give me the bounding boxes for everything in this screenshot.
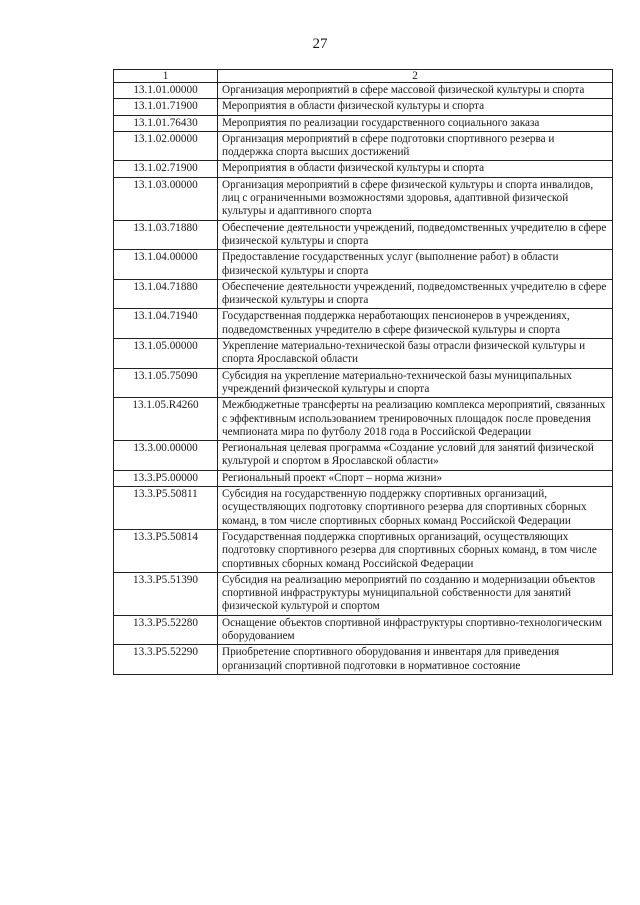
name-cell: Межбюджетные трансферты на реализацию комплекса мероприятий, связанных с эффективным использованием тренировочных площадок после проведения чемпионата мира по футболу 2018 года в Российской Федерации (218, 398, 613, 441)
code-cell: 13.3.P5.50811 (114, 487, 218, 530)
table-row (114, 220, 613, 250)
code-cell: 13.3.00.00000 (114, 441, 218, 471)
table-row (114, 83, 613, 99)
table-row (114, 572, 613, 615)
code-cell: 13.3.P5.50814 (114, 529, 218, 572)
table-row (114, 161, 613, 177)
name-cell: Мероприятия по реализации государственного социального заказа (218, 115, 613, 131)
name-cell: Организация мероприятий в сфере подготовки спортивного резерва и поддержка спорта высших достижений (218, 131, 613, 161)
table-row (114, 645, 613, 675)
name-cell: Региональный проект «Спорт – норма жизни» (218, 470, 613, 486)
table-row (114, 398, 613, 441)
name-cell: Приобретение спортивного оборудования и инвентаря для приведения организаций спортивной подготовки в нормативное состояние (218, 645, 613, 675)
code-cell: 13.1.04.00000 (114, 250, 218, 280)
column-header-2: 2 (218, 70, 613, 83)
name-cell: Субсидия на укрепление материально-технической базы муниципальных учреждений физической культуры и спорта (218, 368, 613, 398)
name-cell: Государственная поддержка неработающих пенсионеров в учреждениях, подведомственных учредителю в сфере физической культуры и спорта (218, 309, 613, 339)
name-cell: Обеспечение деятельности учреждений, подведомственных учредителю в сфере физической культуры и спорта (218, 220, 613, 250)
name-cell: Укрепление материально-технической базы отрасли физической культуры и спорта Ярославской области (218, 339, 613, 369)
code-cell: 13.1.05.R4260 (114, 398, 218, 441)
code-cell: 13.1.03.00000 (114, 177, 218, 220)
name-cell: Региональная целевая программа «Создание условий для занятий физической культурой и спортом в Ярославской области» (218, 441, 613, 471)
table-body (114, 83, 613, 675)
code-cell: 13.1.02.00000 (114, 131, 218, 161)
table-row (114, 250, 613, 280)
table-row (114, 441, 613, 471)
column-header-1: 1 (114, 70, 218, 83)
code-cell: 13.1.05.00000 (114, 339, 218, 369)
table-row (114, 470, 613, 486)
table-row (114, 529, 613, 572)
name-cell: Оснащение объектов спортивной инфраструктуры спортивно-технологическим оборудованием (218, 615, 613, 645)
code-cell: 13.1.01.76430 (114, 115, 218, 131)
code-cell: 13.1.01.00000 (114, 83, 218, 99)
name-cell: Организация мероприятий в сфере физической культуры и спорта инвалидов, лиц с ограниченными возможностями здоровья, адаптивной физической культуры и адаптивного спорта (218, 177, 613, 220)
name-cell: Субсидия на реализацию мероприятий по созданию и модернизации объектов спортивной инфраструктуры муниципальной собственности для занятий физической культурой и спортом (218, 572, 613, 615)
name-cell: Обеспечение деятельности учреждений, подведомственных учредителю в сфере физической культуры и спорта (218, 279, 613, 309)
code-cell: 13.1.02.71900 (114, 161, 218, 177)
name-cell: Государственная поддержка спортивных организаций, осуществляющих подготовку спортивного резерва для спортивных сборных команд, в том числе спортивных сборных команд Российской Федерации (218, 529, 613, 572)
name-cell: Мероприятия в области физической культуры и спорта (218, 161, 613, 177)
table-row (114, 309, 613, 339)
code-cell: 13.1.04.71940 (114, 309, 218, 339)
table-row (114, 115, 613, 131)
table-row (114, 615, 613, 645)
code-cell: 13.3.P5.52290 (114, 645, 218, 675)
table-row (114, 177, 613, 220)
name-cell: Мероприятия в области физической культуры и спорта (218, 99, 613, 115)
code-cell: 13.3.P5.51390 (114, 572, 218, 615)
table-row (114, 279, 613, 309)
page-number: 27 (312, 36, 328, 52)
table-row (114, 99, 613, 115)
name-cell: Субсидия на государственную поддержку спортивных организаций, осуществляющих подготовку спортивного резерва для спортивных сборных команд, в том числе спортивных сборных команд Российской Федерации (218, 487, 613, 530)
budget-codes-table (113, 69, 613, 675)
code-cell: 13.1.05.75090 (114, 368, 218, 398)
code-cell: 13.1.04.71880 (114, 279, 218, 309)
name-cell: Предоставление государственных услуг (выполнение работ) в области физической культуры и спорта (218, 250, 613, 280)
name-cell: Организация мероприятий в сфере массовой физической культуры и спорта (218, 83, 613, 99)
table-row (114, 131, 613, 161)
table-row (114, 368, 613, 398)
code-cell: 13.3.P5.00000 (114, 470, 218, 486)
table-row (114, 339, 613, 369)
table-header-row (114, 70, 613, 83)
code-cell: 13.3.P5.52280 (114, 615, 218, 645)
code-cell: 13.1.01.71900 (114, 99, 218, 115)
code-cell: 13.1.03.71880 (114, 220, 218, 250)
table-row (114, 487, 613, 530)
